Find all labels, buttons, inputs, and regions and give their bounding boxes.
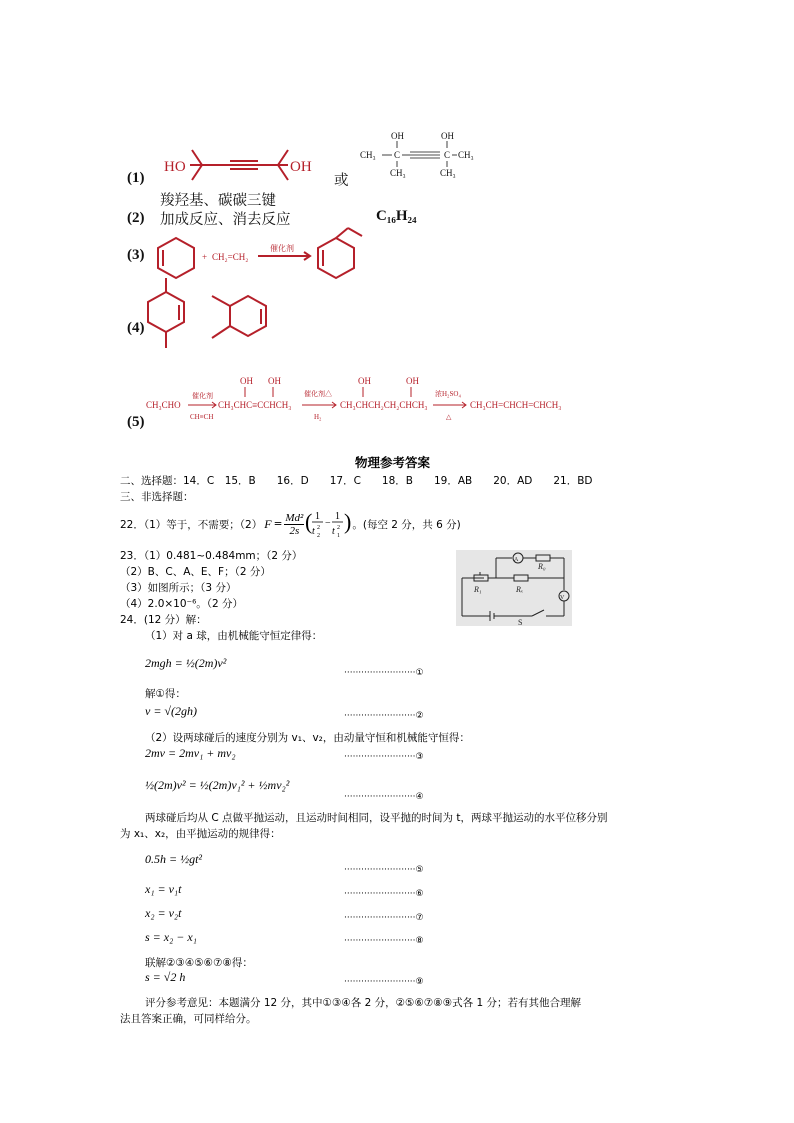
cond-c1: C bbox=[394, 150, 401, 160]
svg-text:1: 1 bbox=[335, 511, 341, 522]
q5-cat1-below: CH≡CH bbox=[190, 413, 214, 421]
svg-text:t: t bbox=[332, 526, 336, 537]
svg-text:2: 2 bbox=[317, 525, 321, 531]
circuit-diagram bbox=[456, 550, 572, 626]
svg-text:t: t bbox=[312, 526, 316, 537]
q22-fraction bbox=[284, 512, 304, 537]
eq4: ½(2m)v² = ½(2m)v₁² + ½mv₂² bbox=[145, 778, 290, 792]
marker-3: ·························③ bbox=[344, 752, 424, 762]
q5-inter2-oh2: OH bbox=[406, 376, 419, 386]
q5-label: (5) bbox=[127, 414, 145, 430]
q5-cat1: 催化剂 bbox=[192, 392, 213, 400]
cond-ch3-down2: CH₃ bbox=[440, 168, 456, 178]
q22-num: Md² bbox=[285, 511, 304, 524]
marker-6: ·························⑥ bbox=[344, 889, 424, 899]
svg-text:(: ( bbox=[305, 509, 313, 534]
q22-post: 。(每空 2 分，共 6 分) bbox=[352, 518, 461, 531]
q5-product: CH₃CH=CHCH=CHCH₃ bbox=[470, 400, 562, 410]
cond-ch3-right: CH₃ bbox=[458, 150, 474, 160]
q24-part1: （1）对 a 球，由机械能守恒定律得： bbox=[145, 630, 323, 642]
eq5: 0.5h = ½gt² bbox=[145, 852, 203, 866]
circuit-voltmeter: V bbox=[560, 595, 565, 601]
choice-answers: 二、选择题：14．C 15．B 16．D 17．C 18．B 19．AB 20．AD 21．BD bbox=[120, 475, 593, 487]
marker-9: ·························⑨ bbox=[344, 977, 424, 987]
q23-line-2: （2）B、C、A、E、F；（2 分） bbox=[120, 566, 271, 578]
marker-2: ·························② bbox=[344, 711, 424, 721]
or-text: 或 bbox=[334, 173, 349, 189]
marker-7: ·························⑦ bbox=[344, 913, 424, 923]
q22-den: 2s bbox=[289, 524, 300, 537]
svg-text:1: 1 bbox=[337, 533, 341, 539]
q5-start: CH₃CHO bbox=[146, 400, 181, 410]
cond-oh2: OH bbox=[441, 131, 454, 141]
q23-line-3: （3）如图所示；（3 分） bbox=[120, 582, 237, 594]
q5-cat3-below: △ bbox=[446, 413, 452, 421]
q3-label: (3) bbox=[127, 247, 145, 263]
circuit-r1: R₁ bbox=[474, 585, 482, 594]
eq6: x₁ = v₁t bbox=[145, 882, 182, 896]
svg-text:2: 2 bbox=[317, 533, 321, 539]
cond-ch3-down1: CH₃ bbox=[390, 168, 406, 178]
q3-catalyst: 催化剂 bbox=[270, 244, 294, 253]
q24-heading: 24．(12 分）解： bbox=[120, 614, 207, 626]
oh-right: OH bbox=[290, 159, 312, 175]
q1-label: (1) bbox=[127, 170, 145, 186]
q5-cat3: 浓H₂SO₄ bbox=[435, 390, 461, 398]
q2-text: 加成反应、消去反应 bbox=[160, 212, 291, 228]
q24-part2: （2）设两球碰后的速度分别为 v₁、v₂，由动量守恒和机械能守恒得： bbox=[145, 732, 470, 744]
q24-part3b: 为 x₁、x₂，由平抛运动的规律得： bbox=[120, 828, 281, 840]
svg-text:−: − bbox=[325, 518, 331, 529]
q5-synthesis bbox=[144, 370, 584, 422]
q4-label: (4) bbox=[127, 320, 145, 336]
condensed-structure bbox=[358, 128, 488, 184]
q5-inter2: CH₃CHCH₂CH₂CHCH₃ bbox=[340, 400, 428, 410]
q22-eq: = bbox=[273, 518, 283, 530]
eq1: 2mgh = ½(2m)v² bbox=[145, 656, 227, 670]
eq7: x₂ = v₂t bbox=[145, 906, 182, 920]
q5-cat2-below: H₂ bbox=[314, 413, 322, 421]
q22-pre: 22．（1）等于，不需要；（2） bbox=[120, 518, 263, 531]
q23-line-4: （4）2.0×10⁻⁶。（2 分） bbox=[120, 598, 244, 610]
nonchoice-heading: 三、非选择题： bbox=[120, 491, 194, 503]
q4-structures bbox=[140, 276, 280, 358]
eq2: v = √(2gh) bbox=[145, 704, 198, 718]
q1-groups: 羧羟基、碳碳三键 bbox=[160, 193, 276, 209]
alkyne-diol-structure bbox=[160, 140, 320, 190]
physics-title: 物理参考答案 bbox=[355, 455, 431, 470]
scoring-note-a: 评分参考意见：本题满分 12 分，其中①③④各 2 分，②⑤⑥⑦⑧⑨式各 1 分；若有其他合理解 bbox=[145, 997, 581, 1009]
svg-text:2: 2 bbox=[337, 525, 341, 531]
q5-inter1-oh2: OH bbox=[268, 376, 281, 386]
marker-8: ·························⑧ bbox=[344, 936, 424, 946]
ho-left: HO bbox=[164, 159, 186, 175]
marker-1: ·························① bbox=[344, 668, 424, 678]
q22-time-fractions bbox=[305, 508, 351, 540]
scoring-note-b: 法且答案正确，可同样给分。 bbox=[120, 1013, 257, 1025]
marker-4: ·························④ bbox=[344, 792, 424, 802]
eq9: s = √2 h bbox=[145, 970, 186, 984]
q22-line bbox=[120, 508, 461, 540]
marker-5: ·························⑤ bbox=[344, 865, 424, 875]
svg-text:): ) bbox=[344, 509, 352, 534]
eq8: s = x₂ − x₁ bbox=[145, 930, 197, 944]
circuit-switch: S bbox=[518, 618, 523, 626]
svg-text:1: 1 bbox=[315, 511, 321, 522]
circuit-ammeter: A bbox=[514, 557, 519, 563]
q2-formula: C₁₆H₂₄ bbox=[376, 208, 417, 224]
eq3: 2mv = 2mv₁ + mv₂ bbox=[145, 746, 236, 760]
q2-label: (2) bbox=[127, 210, 145, 226]
q5-cat2: 催化剂△ bbox=[304, 390, 332, 398]
cond-ch3-left: CH₃ bbox=[360, 150, 376, 160]
solve-1: 解①得： bbox=[145, 688, 186, 700]
cond-c2: C bbox=[444, 150, 451, 160]
cond-oh1: OH bbox=[391, 131, 404, 141]
circuit-rx: Rₓ bbox=[516, 585, 524, 594]
q22-F: F bbox=[264, 516, 272, 531]
q3-plus: + bbox=[202, 252, 208, 262]
q5-inter1-oh1: OH bbox=[240, 376, 253, 386]
q23-line-1: 23．（1）0.481~0.484mm；（2 分） bbox=[120, 550, 303, 562]
q5-inter2-oh1: OH bbox=[358, 376, 371, 386]
circuit-r0: R₀ bbox=[538, 562, 546, 571]
q5-inter1: CH₃CHC≡CCHCH₃ bbox=[218, 400, 292, 410]
q24-part3a: 两球碰后均从 C 点做平抛运动，且运动时间相同，设平抛的时间为 t，两球平抛运动的水平位移分别 bbox=[145, 812, 608, 824]
solve-2: 联解②③④⑤⑥⑦⑧得： bbox=[145, 957, 253, 969]
q3-ethylene: CH₂=CH₂ bbox=[212, 252, 249, 262]
